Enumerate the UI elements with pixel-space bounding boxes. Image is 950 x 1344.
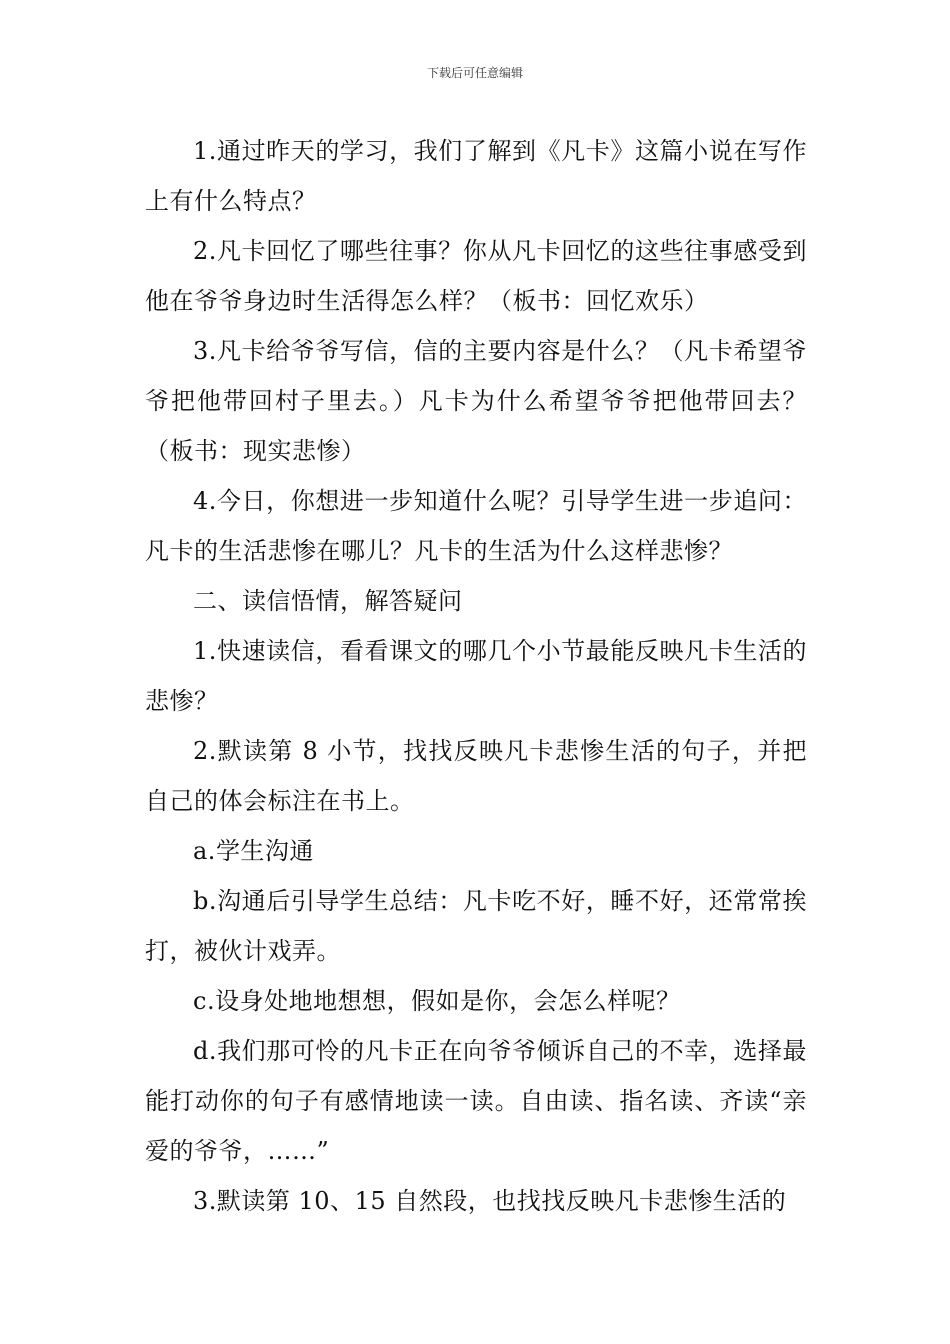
document-body [145,126,807,1226]
paragraph-step-1: 1.快速读信，看看课文的哪几个小节最能反映凡卡生活的悲惨？ [145,637,807,715]
paragraph-review-q1: 1.通过昨天的学习，我们了解到《凡卡》这篇小说在写作上有什么特点？ [145,137,807,215]
paragraph-step-3: 3.默读第 10、15 自然段，也找找反映凡卡悲惨生活的 [193,1187,787,1215]
paragraph-step-2a: a.学生沟通 [193,837,314,865]
paragraph-review-q4: 4.今日，你想进一步知道什么呢？引导学生进一步追问：凡卡的生活悲惨在哪儿？凡卡的生活为什么这样悲惨？ [145,487,807,565]
paragraph-step-2b: b.沟通后引导学生总结：凡卡吃不好，睡不好，还常常挨打，被伙计戏弄。 [145,887,807,965]
paragraph-review-q2: 2.凡卡回忆了哪些往事？你从凡卡回忆的这些往事感受到他在爷爷身边时生活得怎么样？（板书：回忆欢乐） [145,237,807,315]
paragraph-review-q3: 3.凡卡给爷爷写信，信的主要内容是什么？（凡卡希望爷爷把他带回村子里去。）凡卡为什么希望爷爷把他带回去？（板书：现实悲惨） [145,337,807,465]
page-header: 下载后可任意编辑 [426,66,523,80]
paragraph-step-2: 2.默读第 8 小节，找找反映凡卡悲惨生活的句子，并把自己的体会标注在书上。 [145,737,807,815]
section-heading: 二、读信悟情，解答疑问 [193,587,463,615]
paragraph-step-2d: d.我们那可怜的凡卡正在向爷爷倾诉自己的不幸，选择最能打动你的句子有感情地读一读。自由读、指名读、齐读“亲爱的爷爷，……” [145,1037,807,1165]
paragraph-step-2c: c.设身处地地想想，假如是你，会怎么样呢？ [193,987,681,1015]
